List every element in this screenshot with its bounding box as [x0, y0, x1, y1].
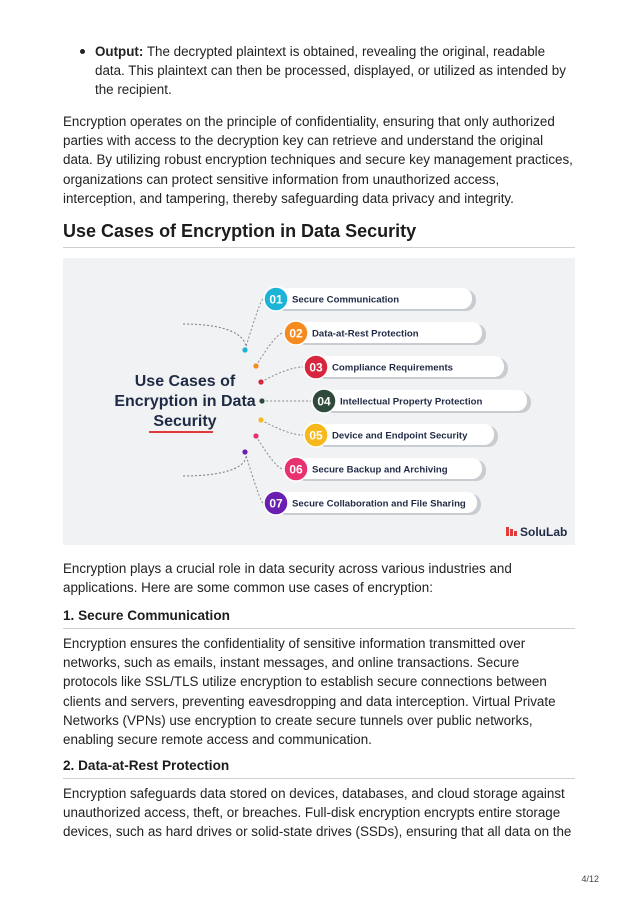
infographic-svg: [63, 258, 575, 545]
bullet-item-output: [63, 42, 575, 99]
number-badge-text: 01: [269, 292, 283, 307]
connector-line: [245, 452, 263, 503]
title-underline: [149, 431, 213, 433]
spine-dot: [253, 433, 258, 438]
section-heading: Use Cases of Encryption in Data Security: [63, 219, 575, 248]
paragraph-use-cases-intro: Encryption plays a crucial role in data security across various industries and applications. Here are some common use cases of encryption:: [63, 561, 512, 596]
bullet-text: The decrypted plaintext is obtained, revealing the original, readable data. This plaintext can then be processed, displayed, or utilized as intended by the recipient.: [95, 44, 566, 97]
number-badge-text: 03: [309, 360, 323, 375]
spine-dot: [253, 363, 258, 368]
dotted-arc-bottom: [183, 454, 246, 476]
dotted-arc-top: [183, 324, 246, 351]
paragraph-secure-communication: Encryption ensures the confidentiality of sensitive information transmitted over networks, such as emails, instant messages, and online transactions. Secure protocols like SSL/TLS utilize encryption to establish secure connections between clients and servers, preventing eavesdropping and data interception. Virtual Private Networks (VPNs) use encryption to create secure tunnels over public networks, enabling secure remote access and communication.: [63, 636, 556, 748]
infographic-title-line1: Use Cases of: [134, 373, 236, 390]
spine-dot: [258, 417, 263, 422]
use-cases-infographic: [63, 258, 575, 545]
subheading-data-at-rest: 2. Data-at-Rest Protection: [63, 757, 575, 779]
connector-line: [245, 299, 263, 350]
use-case-label: Secure Collaboration and File Sharing: [292, 498, 466, 510]
bullet-label: Output:: [95, 44, 144, 59]
number-badge-text: 04: [317, 394, 331, 409]
subheading-secure-communication: 1. Secure Communication: [63, 607, 575, 629]
intro-paragraph: Encryption operates on the principle of confidentiality, ensuring that only authorized parties with access to the decryption key can retrieve and understand the original data. By utilizing robust encryption techniques and secure key management practices, organizations can protect sensitive information from unauthorized access, interception, and tampering, thereby safeguarding data privacy and integrity.: [63, 114, 573, 206]
infographic-title-line2: Encryption in Data: [114, 393, 256, 410]
use-case-label: Intellectual Property Protection: [340, 396, 483, 408]
brand-name: SoluLab: [520, 525, 568, 539]
use-case-label: Secure Communication: [292, 294, 400, 306]
number-badge-text: 06: [289, 462, 303, 477]
spine-dot: [242, 449, 247, 454]
use-case-label: Secure Backup and Archiving: [312, 464, 448, 476]
connector-line: [261, 367, 303, 382]
page-number: 4/12: [581, 874, 599, 884]
solulab-logo: [506, 525, 567, 539]
number-badge-text: 05: [309, 428, 323, 443]
infographic-title-line3: Security: [153, 413, 217, 430]
bullet-list: [63, 42, 575, 99]
spine-dot: [259, 398, 264, 403]
connector-line: [261, 420, 303, 435]
number-badge-text: 07: [269, 496, 283, 511]
connector-line: [256, 333, 283, 366]
use-case-label: Data-at-Rest Protection: [312, 328, 419, 340]
spine-dot: [242, 347, 247, 352]
use-case-label: Device and Endpoint Security: [332, 430, 468, 442]
number-badge-text: 02: [289, 326, 303, 341]
paragraph-data-at-rest: Encryption safeguards data stored on devices, databases, and cloud storage against unauthorized access, theft, or breaches. Full-disk encryption encrypts entire storage devices, such as hard drives or solid-state drives (SSDs), ensuring that all data on the: [63, 786, 572, 840]
use-case-label: Compliance Requirements: [332, 362, 454, 374]
spine-dot: [258, 379, 263, 384]
connector-line: [256, 436, 283, 469]
